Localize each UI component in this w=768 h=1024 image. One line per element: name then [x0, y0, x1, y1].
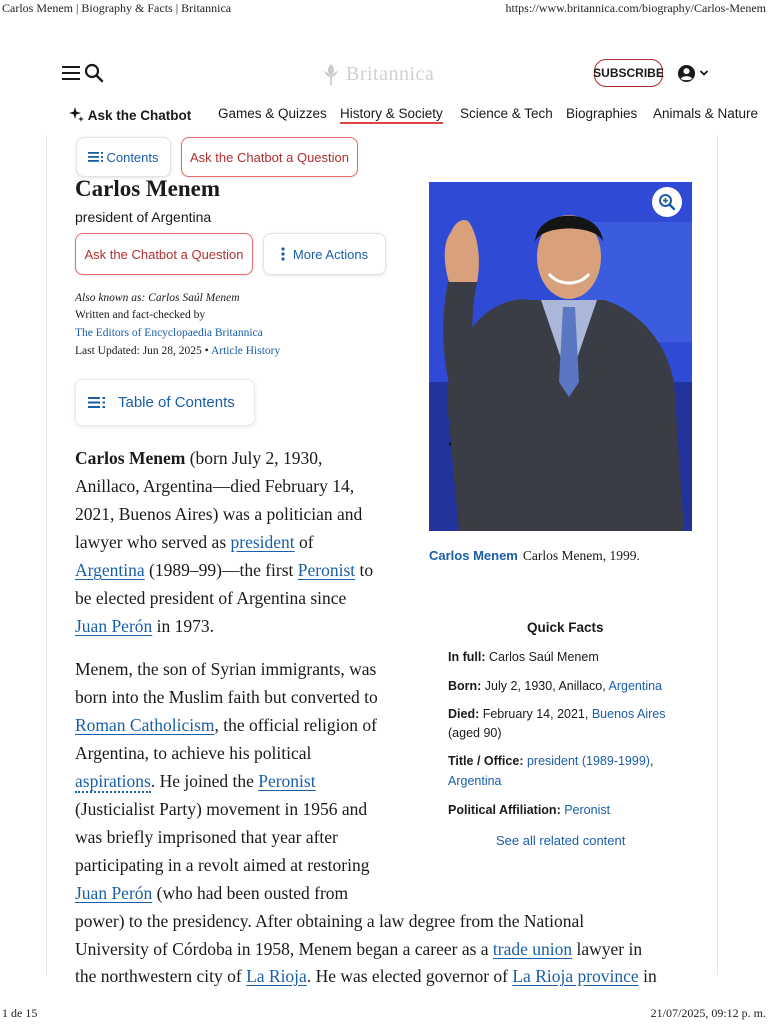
quick-facts-title: Quick Facts: [527, 620, 604, 635]
argentina-office-link[interactable]: Argentina: [448, 774, 502, 788]
also-known-as: Also known as: Carlos Saúl Menem: [75, 292, 240, 304]
text: lawyer who served as: [75, 532, 231, 552]
label: Died:: [448, 707, 480, 721]
body-line-clipped: [75, 966, 657, 986]
aspirations-link[interactable]: aspirations: [75, 771, 151, 791]
body-line: Menem, the son of Syrian immigrants, was: [75, 659, 377, 679]
see-all-related-link[interactable]: See all related content: [496, 833, 626, 848]
editors-line: [75, 327, 263, 339]
table-of-contents-button[interactable]: [75, 379, 255, 426]
president-link[interactable]: president: [230, 532, 295, 552]
peronist-affiliation-link[interactable]: Peronist: [560, 803, 611, 817]
caption-text: Carlos Menem, 1999.: [522, 548, 640, 563]
body-line: Anillaco, Argentina—died February 14,: [75, 476, 355, 496]
body-line: [75, 560, 373, 581]
print-datetime: 21/07/2025, 09:12 p. m.: [650, 1006, 766, 1020]
body-line: [75, 448, 322, 469]
text: . He was elected governor of: [306, 966, 513, 986]
nav-history-society[interactable]: History & Society: [340, 106, 443, 124]
menu-icon[interactable]: [62, 66, 80, 80]
peronist-link[interactable]: Peronist: [258, 771, 316, 791]
nav-science-tech[interactable]: Science & Tech: [460, 106, 553, 121]
text: in: [638, 966, 657, 986]
print-page-url: https://www.britannica.com/biography/Carlos-Menem: [505, 1, 766, 15]
contents-label: Contents: [106, 149, 159, 165]
toc-label: Table of Contents: [118, 394, 235, 411]
text: of: [294, 532, 314, 552]
nav-animals-nature[interactable]: Animals & Nature: [653, 106, 759, 121]
nav-chatbot-label: Ask the Chatbot: [87, 108, 192, 123]
account-icon: [677, 64, 696, 83]
quick-fact-title-office: [448, 754, 653, 768]
body-line: (Justicialist Party) movement in 1956 and: [75, 799, 368, 819]
written-by: Written and fact-checked by: [75, 309, 206, 321]
body-line: Argentina, to achieve his political: [75, 743, 312, 763]
subscribe-button[interactable]: SUBSCRIBE: [594, 59, 663, 87]
body-line: [75, 715, 377, 736]
quick-fact-died: [448, 707, 666, 721]
body-line: [75, 771, 316, 792]
more-actions-label: More Actions: [292, 246, 369, 262]
body-line: [75, 616, 214, 637]
ask-chatbot-question-button-secondary[interactable]: Ask the Chatbot a Question: [75, 233, 253, 275]
label: Political Affiliation:: [448, 803, 561, 817]
juan-peron-link[interactable]: Juan Perón: [75, 616, 153, 636]
portrait-image: [429, 182, 692, 531]
text: (1989–99)—the first: [144, 560, 298, 580]
body-line: participating in a revolt aimed at restoring: [75, 855, 370, 875]
list-icon: [88, 396, 106, 409]
print-page-title: Carlos Menem | Biography & Facts | Britannica: [2, 1, 232, 15]
vertical-dots-icon: [281, 247, 285, 261]
zoom-in-icon: [658, 193, 676, 211]
text: , the official religion of: [214, 715, 377, 735]
separator: ,: [649, 754, 654, 768]
main-nav: [68, 104, 759, 126]
search-icon[interactable]: [84, 63, 104, 83]
la-rioja-province-link[interactable]: La Rioja province: [512, 966, 639, 986]
list-icon: [88, 151, 104, 163]
nav-chatbot[interactable]: [68, 106, 191, 123]
sparkle-icon: [68, 106, 84, 122]
nav-biographies[interactable]: Biographies: [566, 106, 638, 121]
quick-fact-died-age: (aged 90): [448, 726, 502, 740]
zoom-button[interactable]: [652, 187, 682, 217]
photo-caption: [429, 548, 640, 564]
buenos-aires-link[interactable]: Buenos Aires: [591, 707, 666, 721]
editors-link[interactable]: The Editors of Encyclopaedia Britannica: [75, 327, 263, 339]
argentina-link[interactable]: Argentina: [75, 560, 145, 580]
quick-fact-title-office-cont: [448, 774, 502, 788]
body-line: 2021, Buenos Aires) was a politician and: [75, 504, 363, 524]
text: the northwestern city of: [75, 966, 247, 986]
quick-fact-in-full: [448, 650, 599, 664]
juan-peron-link[interactable]: Juan Perón: [75, 883, 153, 903]
page-subtitle: president of Argentina: [75, 209, 212, 225]
body-line: [75, 883, 348, 904]
text: (born July 2, 1930,: [185, 448, 323, 468]
label: In full:: [448, 650, 486, 664]
label: Born:: [448, 679, 482, 693]
body-line: [75, 532, 314, 553]
body-line: power) to the presidency. After obtaining a law degree from the National: [75, 911, 585, 931]
text: . He joined the: [150, 771, 259, 791]
peronist-link[interactable]: Peronist: [297, 560, 356, 580]
trade-union-link[interactable]: trade union: [492, 939, 573, 959]
print-footer: [0, 1006, 768, 1024]
more-actions-button[interactable]: [263, 233, 386, 275]
britannica-logo[interactable]: [320, 60, 434, 88]
last-updated-line: [75, 345, 280, 357]
page-title: Carlos Menem: [75, 176, 220, 201]
article-history-link[interactable]: Article History: [210, 345, 281, 357]
portrait-photo[interactable]: [429, 182, 692, 531]
label: Title / Office:: [448, 754, 524, 768]
body-line: was briefly imprisoned that year after: [75, 827, 338, 847]
thistle-logo-icon: [320, 62, 342, 86]
ask-chatbot-question-button[interactable]: Ask the Chatbot a Question: [181, 137, 358, 177]
value: February 14, 2021,: [479, 707, 592, 721]
text: (who had been ousted from: [152, 883, 349, 903]
last-updated: Last Updated: Jun 28, 2025 •: [75, 345, 211, 357]
body-line: be elected president of Argentina since: [75, 588, 347, 608]
text: to: [355, 560, 374, 580]
print-header: [0, 0, 768, 18]
chevron-down-icon: [699, 69, 709, 77]
body-line: [75, 939, 642, 960]
logo-text: Britannica: [346, 62, 435, 85]
bold-name: Carlos Menem: [75, 448, 186, 468]
quick-fact-born: [448, 679, 662, 693]
value: July 2, 1930, Anillaco,: [481, 679, 609, 693]
la-rioja-link[interactable]: La Rioja: [246, 966, 307, 986]
caption-name-link[interactable]: Carlos Menem: [429, 548, 518, 563]
text: lawyer in: [572, 939, 643, 959]
text: in 1973.: [152, 616, 215, 636]
nav-games-quizzes[interactable]: Games & Quizzes: [218, 106, 327, 121]
account-menu[interactable]: [677, 63, 713, 83]
born-argentina-link[interactable]: Argentina: [608, 679, 663, 693]
roman-catholicism-link[interactable]: Roman Catholicism: [75, 715, 215, 735]
print-page-number: 1 de 15: [2, 1006, 38, 1020]
quick-fact-affiliation: [448, 803, 610, 817]
body-line: born into the Muslim faith but converted to: [75, 687, 378, 707]
president-office-link[interactable]: president (1989-1999): [523, 754, 650, 768]
contents-button[interactable]: [76, 137, 171, 177]
text: University of Córdoba in 1958, Menem began a career as a: [75, 939, 493, 959]
value: Carlos Saúl Menem: [485, 650, 599, 664]
